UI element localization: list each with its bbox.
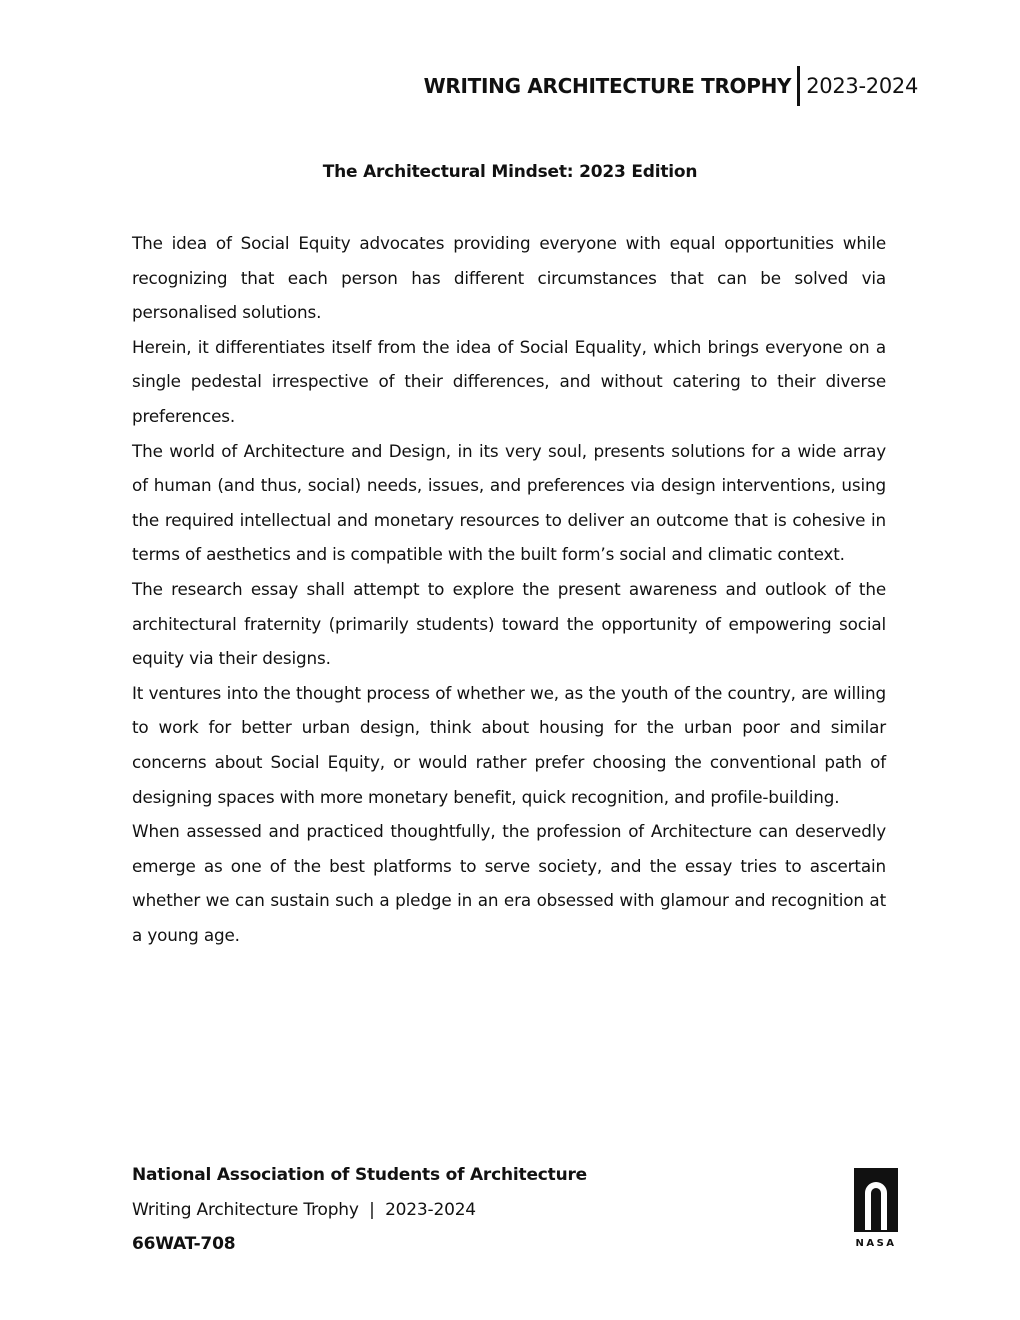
- paragraph: Herein, it differentiates itself from the idea of Social Equality, which brings everyone on a single pedestal irrespective of their differences, and without catering to their diverse preferences.: [132, 336, 886, 426]
- paragraph: It ventures into the thought process of whether we, as the youth of the country, are willing to work for better urban design, think about housing for the urban poor and similar concerns about Social Equity, or would rather prefer choosing the conventional path of designing spaces with more monetary benefit, quick recognition, and profile-building.: [132, 682, 886, 807]
- paragraph: The idea of Social Equity advocates providing everyone with equal opportunities while recognizing that each person has different circumstances that can be solved via personalised solutions.: [132, 233, 886, 323]
- nasa-logo-icon: [852, 1166, 900, 1248]
- header-divider: [797, 66, 800, 106]
- footer-entry-code: 66WAT-708: [132, 1234, 236, 1254]
- page-footer: [132, 1158, 632, 1262]
- page-header: [424, 66, 918, 106]
- paragraph: When assessed and practiced thoughtfully, the profession of Architecture can deservedly emerge as one of the best platforms to serve society, and the essay tries to ascertain whether we can sustain such a pledge in an era obsessed with glamour and recognition at a young age.: [132, 821, 886, 945]
- svg-text:NASA: NASA: [855, 1238, 897, 1248]
- document-body: [132, 226, 886, 952]
- footer-event: Writing Architecture Trophy | 2023-2024: [132, 1199, 476, 1220]
- document-title: The Architectural Mindset: 2023 Edition: [322, 162, 698, 182]
- paragraph: The world of Architecture and Design, in its very soul, presents solutions for a wide array of human (and thus, social) needs, issues, and preferences via design interventions, using the required intellectual and monetary resources to deliver an outcome that is cohesive in terms of aesthetics and is compatible with the built form’s social and climatic context.: [132, 440, 886, 565]
- paragraph: The research essay shall attempt to explore the present awareness and outlook of the architectural fraternity (primarily students) toward the opportunity of empowering social equity via their designs.: [132, 578, 886, 669]
- header-years: 2023-2024: [806, 74, 918, 98]
- footer-organization: National Association of Students of Architecture: [132, 1165, 588, 1185]
- header-title: WRITING ARCHITECTURE TROPHY: [423, 74, 792, 98]
